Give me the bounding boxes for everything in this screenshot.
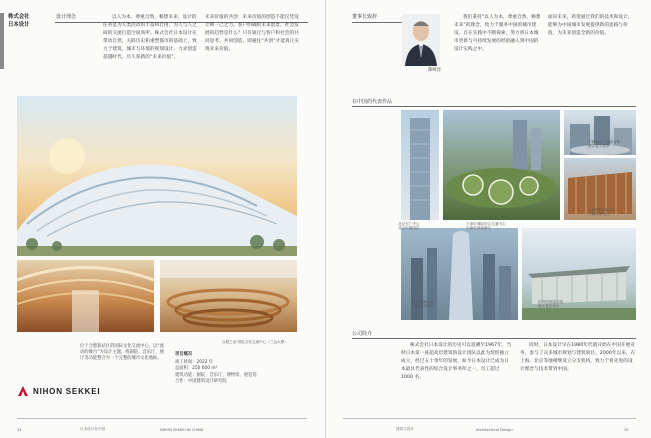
- portrait-illustration: [402, 14, 440, 66]
- logo-text: NIHON SEKKEI: [33, 386, 101, 396]
- right-page: [326, 0, 651, 438]
- main-building-illustration: [17, 96, 297, 256]
- chairman-text-column-1: 我们秉持“以人为本，尊重自然，畅想未来”的理念，致力于服务中国的城市建设。自在实践中不断探索，努力将日本城市更新与可持续发展的经验融入到中国的设计实践之中。: [454, 15, 541, 53]
- design-philosophy-label: 设计理念: [56, 14, 77, 20]
- work-caption-2: 天津市城际综合交通中心 天津市滨海新区: [466, 222, 506, 231]
- work-2-illustration: [443, 110, 560, 220]
- chairman-text-column-2: 面向未来，希望通过我们的技术和设计，能够为中国城市发展提供新的思路与价值，为未来创造全新的价值。: [548, 15, 633, 37]
- company-intro-rule: [352, 338, 636, 339]
- footer-rule-right: [343, 418, 636, 419]
- intro-column-2: 未来价值的共创：未来价值的创造不能仅凭设计师一己之力。客户明确的未来愿景，社会发展的趋势是什么？只有通过与客户和社会的共同思考、共同创造，即通往“共创”才能真正实现未来价值。: [205, 15, 300, 53]
- works-label: 在中国的代表作品: [352, 99, 393, 105]
- left-page: [0, 0, 325, 438]
- intro-column-1: 以人为本，尊重自然，畅想未来；设计的任务是为人类活动的丰富和自由，为人与人之间的交流打造空间场所。株式会社日本设计在带动自然、关联历史和重塑都市的基础上，致力于建筑、城市与环境的规划设计，力求创造超越时代、历久弥新的“未来价值”。: [103, 15, 197, 61]
- work-1-illustration: [401, 110, 439, 220]
- company-intro-column-1: 株式会社日本设计的历史可以追溯至1967年，当时日本第一座超高层建筑的设计团队以此为契机独立成立。经过五十余年的发展，如今日本设计已成为日本最具代表性的综合设计事务所之一，员工超过 1000 名。: [401, 343, 512, 381]
- main-building-photo: [17, 96, 297, 256]
- project-notes: [175, 352, 260, 385]
- interior-photo-2: [160, 260, 297, 332]
- footer-rule: [17, 418, 307, 419]
- company-intro-label: 公司简介: [352, 331, 373, 337]
- interior-1-illustration: [17, 260, 154, 332]
- work-caption-4: 上海虹桥国际中心 上海市闵行区: [588, 208, 617, 217]
- footer-section-title: 日本设计在中国: [80, 427, 106, 431]
- chairman-portrait: [402, 14, 440, 66]
- work-caption-1: 北京东广中心 北京市朝阳区: [398, 222, 420, 231]
- work-caption-5: 深圳华润大厦 广东省深圳市: [412, 300, 434, 309]
- work-photo-2: [443, 110, 560, 220]
- interior-2-illustration: [160, 260, 297, 332]
- footer-section-subtitle: NIHON SEKKEI IN CHINA: [160, 428, 204, 432]
- interior-photo-1: [17, 260, 154, 332]
- nihon-sekkei-logo: [17, 385, 100, 397]
- project-note-line: 总面积：250 000 m²: [175, 366, 218, 372]
- work-caption-3: 宁波南站上盖综合体 浙江省宁波市: [588, 140, 621, 149]
- page-edge-marker: [0, 13, 4, 69]
- project-notes-title: 项目概况: [175, 352, 193, 357]
- main-photo-caption: 合肥之星·国际文化交流中心（三远大厦）: [222, 340, 288, 344]
- page-number-left: 24: [17, 428, 22, 432]
- company-label: 株式会社 日本设计: [8, 14, 30, 28]
- chairman-name: 篠崎淳: [428, 68, 441, 73]
- project-note-line: 合作：中国建筑设计研究院: [175, 378, 227, 384]
- project-side-text: 位于合肥新站区的国际文化交流中心，以“流动的舞台”为设计主题，将剧院、音乐厅、展厅等功能整合为一个完整的城市文化地标。: [80, 344, 164, 362]
- footer-section-subtitle-right: Architectural Design: [476, 428, 513, 432]
- chairman-label: 董事长致辞: [352, 14, 378, 20]
- logo-mark-icon: [17, 385, 29, 397]
- project-note-line: 建筑功能：剧院、音乐厅、博物馆、展览馆: [175, 372, 257, 378]
- page-number-right: 25: [624, 428, 629, 432]
- work-photo-1: [401, 110, 439, 220]
- chairman-rule: [352, 22, 402, 23]
- company-intro-column-2: 同时，日本设计早在1980年代就开始在中国开展业务，参与了众多城市规划与建筑项目。2000年以来，在上海、北京等地相继设立分支机构，致力于将先进的设计理念与技术带到中国。: [520, 343, 636, 373]
- works-rule: [352, 106, 636, 107]
- footer-section-title-right: 建筑与设计: [396, 427, 414, 431]
- project-note-line: 竣工时间：2022 年: [175, 360, 214, 366]
- work-caption-6: 杭州国家版本馆 浙江省杭州市: [538, 300, 564, 309]
